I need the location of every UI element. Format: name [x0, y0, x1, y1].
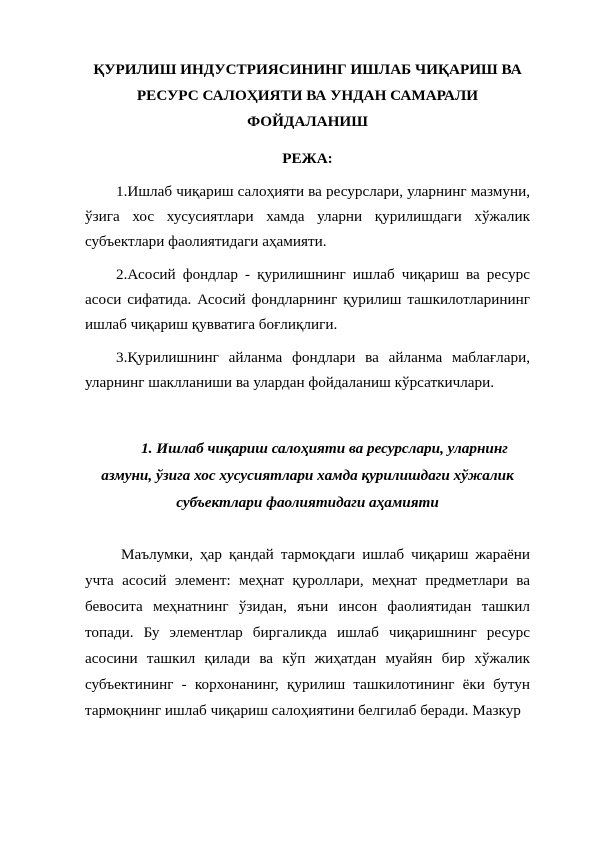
section-title-line-1: 1. Ишлаб чиқариш салоҳияти ва ресурслари, уларнинг	[141, 440, 508, 457]
plan-item-1: 1.Ишлаб чиқариш салоҳияти ва ресурслари, уларнинг мазмуни, ўзига хос хусусиятлари хамда уларни қурилишдаги хўжалик субъектлари фаолиятидаги аҳамияти.	[85, 183, 530, 250]
document-title-line-3: ФОЙДАЛАНИШ	[247, 113, 368, 130]
document-title	[85, 57, 530, 135]
section-title-line-2: азмуни, ўзига хос хусусиятлари хамда қурилишдаги хўжалик	[101, 467, 514, 484]
plan-item-3: 3.Қурилишнинг айланма фондлари ва айланма маблағлари, уларнинг шаклланиши ва улардан фойдаланиш кўрсаткичлари.	[85, 349, 530, 391]
section-title-line-3: субъектлари фаолиятидаги аҳамияти	[176, 494, 439, 511]
page-content	[85, 57, 530, 724]
plan-heading: РЕЖА:	[282, 150, 333, 167]
document-title-line-2: РЕСУРС САЛОҲИЯТИ ВА УНДАН САМАРАЛИ	[136, 87, 479, 104]
document-title-line-1: ҚУРИЛИШ ИНДУСТРИЯСИНИНГ ИШЛАБ ЧИҚАРИШ ВА	[93, 61, 522, 78]
plan-item-2: 2.Асосий фондлар - қурилишнинг ишлаб чиқариш ва ресурс асоси сифатида. Асосий фондларнинг қурилиш ташкилотларининг ишлаб чиқариш қувватига боғлиқлиги.	[85, 266, 530, 333]
section-title	[85, 435, 530, 516]
body-paragraph: Маълумки, ҳар қандай тармоқдаги ишлаб чиқариш жараёни учта асосий элемент: меҳнат қуроллари, меҳнат предметлари ва бевосита меҳнатнинг ўзидан, яъни инсон фаолиятидан ташкил топади. Бу элементлар биргаликда ишлаб чиқаришнинг ресурс асосини ташкил қилади ва кўп жиҳатдан муайян бир хўжалик субъектининг - корхонанинг, қурилиш ташкилотининг ёки бутун тармоқнинг ишлаб чиқариш салоҳиятини белгилаб беради. Мазкур	[85, 546, 530, 719]
